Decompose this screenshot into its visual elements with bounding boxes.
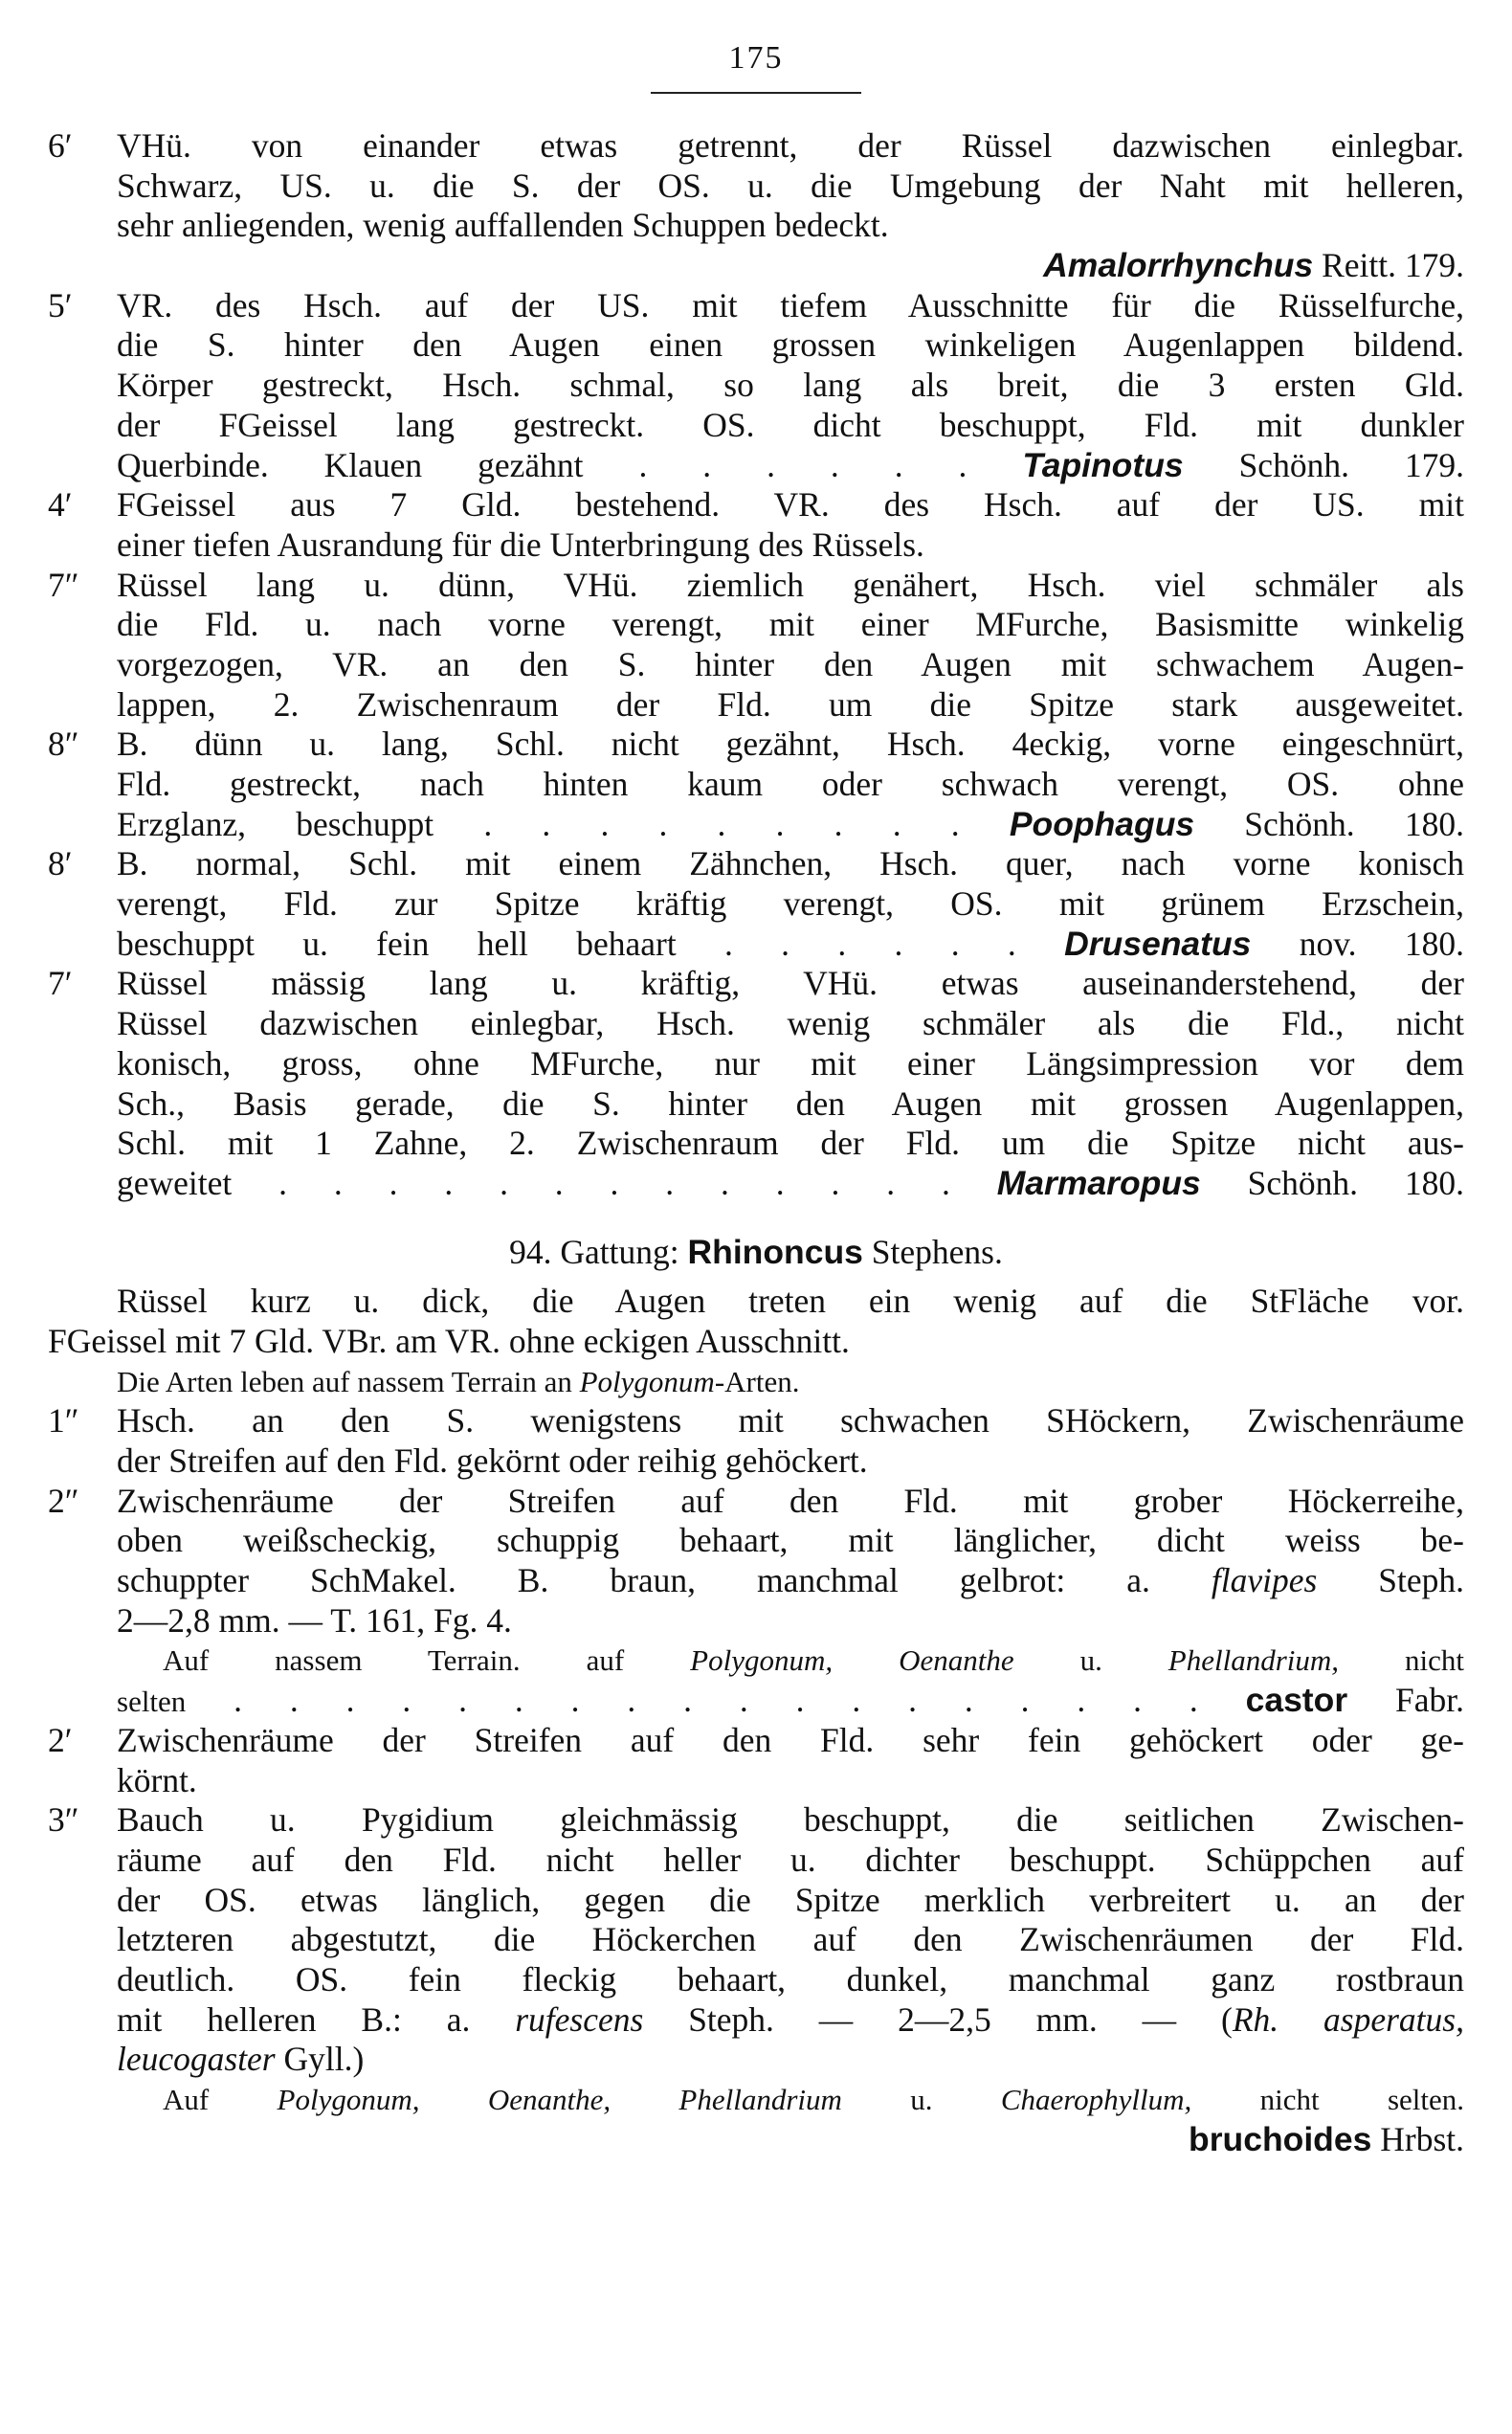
plant-name: Polygonum, Oenanthe — [690, 1643, 1014, 1678]
key-text: Querbinde. Klauen gezähnt — [117, 445, 584, 484]
genus-author: nov. 180. — [1251, 924, 1464, 963]
key-line: der Streifen auf den Fld. gekörnt oder reihig gehöckert. — [117, 1441, 868, 1480]
key-text: B. dünn u. lang, Schl. nicht gezähnt, Hsch. 4eckig, vorne eingeschnürt, — [117, 725, 1464, 764]
key-number: 8″ — [48, 725, 79, 764]
section-prefix: 94. Gattung: — [509, 1232, 688, 1271]
genus-result-line — [48, 246, 1464, 286]
key-line — [48, 286, 1464, 326]
species-result-line: selten . . . . . . . . . . . . . . . . . . castor Fabr. — [117, 1681, 1464, 1720]
genus-name: Poophagus — [1009, 804, 1195, 843]
species-author: Fabr. — [1347, 1681, 1464, 1720]
key-line: Schl. mit 1 Zahne, 2. Zwischenraum der Fld. um die Spitze nicht aus- — [117, 1124, 1464, 1163]
section-author: Stephens. — [862, 1232, 1003, 1271]
key-line — [48, 1482, 1464, 1522]
key-line: oben weißscheckig, schuppig behaart, mit länglicher, dicht weiss be- — [117, 1521, 1464, 1560]
key-line — [48, 566, 1464, 606]
key-line: schuppter SchMakel. B. braun, manchmal gelbrot: a. flavipes Steph. — [117, 1561, 1464, 1600]
section-spacer — [48, 1272, 1464, 1282]
species-name: castor — [1245, 1681, 1348, 1720]
key-line: leucogaster Gyll.) — [117, 2040, 365, 2079]
variety-name: rufescens — [515, 1999, 644, 2039]
key-text: Zwischenräume der Streifen auf den Fld. sehr fein gehöckert oder ge- — [117, 1720, 1464, 1759]
page-body — [48, 126, 1464, 2159]
species-author: Hrbst. — [1371, 2119, 1464, 2158]
plant-name: Phellandrium, — [1167, 1643, 1340, 1678]
key-line: Sch., Basis gerade, die S. hinter den Augen mit grossen Augenlappen, — [117, 1083, 1464, 1123]
key-line — [48, 725, 1464, 765]
key-line: räume auf den Fld. nicht heller u. dichter beschuppt. Schüppchen auf — [117, 1840, 1464, 1879]
key-number: 5′ — [48, 285, 73, 324]
genus-name: Tapinotus — [1022, 445, 1184, 484]
key-line: vorgezogen, VR. an den S. hinter den Augen mit schwachem Augen- — [117, 644, 1464, 683]
habitat-note: Auf Polygonum, Oenanthe, Phellandrium u. Chaerophyllum, nicht selten. — [163, 2083, 1464, 2116]
key-text: FGeissel aus 7 Gld. bestehend. VR. des Hsch. auf der US. mit — [117, 485, 1464, 525]
key-number: 4′ — [48, 485, 73, 525]
key-text: Hsch. an den S. wenigstens mit schwachen SHöckern, Zwischenräume — [117, 1401, 1464, 1440]
key-text: Erzglanz, beschuppt — [117, 804, 434, 843]
key-line: Rüssel dazwischen einlegbar, Hsch. wenig schmäler als die Fld., nicht — [117, 1004, 1464, 1043]
leader-dots: . . . . . . . . . . . . . — [232, 1163, 997, 1202]
species-name: bruchoides — [1189, 2119, 1372, 2158]
key-line — [48, 485, 1464, 525]
key-number: 3″ — [48, 1800, 79, 1840]
genus-result-line — [48, 446, 1464, 486]
leader-dots: . . . . . . . . . — [434, 804, 1010, 843]
key-number: 2′ — [48, 1720, 73, 1759]
genus-author: Schönh. 179. — [1183, 445, 1464, 484]
key-line: einer tiefen Ausrandung für die Unterbringung des Rüssels. — [117, 525, 924, 564]
genus-author: Schönh. 180. — [1194, 804, 1464, 843]
key-text: geweitet — [117, 1163, 233, 1202]
genus-author: Schönh. 180. — [1200, 1163, 1464, 1202]
genus-name: Amalorrhynchus — [1043, 246, 1314, 285]
leader-dots: . . . . . . . . . . . . . . . . . . — [186, 1681, 1246, 1720]
key-line: die S. hinter den Augen einen grossen winkeligen Augenlappen bildend. — [117, 325, 1464, 365]
plant-name: Polygonum — [579, 1364, 715, 1398]
key-line — [48, 844, 1464, 884]
key-line: Körper gestreckt, Hsch. schmal, so lang als breit, die 3 ersten Gld. — [117, 366, 1464, 405]
key-text: Bauch u. Pygidium gleichmässig beschuppt, die seitlichen Zwischen- — [117, 1800, 1464, 1840]
key-line: sehr anliegenden, wenig auffallenden Schuppen bedeckt. — [117, 206, 889, 245]
header-rule — [651, 92, 861, 94]
key-number: 6′ — [48, 126, 73, 165]
variety-name: flavipes — [1211, 1561, 1318, 1600]
section-heading — [48, 1233, 1464, 1273]
key-text: VHü. von einander etwas getrennt, der Rüssel dazwischen einlegbar. — [117, 126, 1464, 165]
page-number: 175 — [728, 40, 784, 76]
synonym-name: leucogaster — [117, 2040, 276, 2079]
habitat-note: Die Arten leben auf nassem Terrain an Polygonum-Arten. — [117, 1364, 800, 1398]
key-line — [48, 1800, 1464, 1841]
key-line: körnt. — [117, 1760, 197, 1799]
key-number: 7″ — [48, 565, 79, 604]
key-line — [48, 1401, 1464, 1441]
key-line: lappen, 2. Zwischenraum der Fld. um die Spitze stark ausgeweitet. — [117, 684, 1464, 724]
key-line: Fld. gestreckt, nach hinten kaum oder schwach verengt, OS. ohne — [117, 765, 1464, 803]
section-spacer — [48, 1204, 1464, 1233]
key-number: 1″ — [48, 1401, 79, 1440]
description-line: Rüssel kurz u. dick, die Augen treten ein wenig auf die StFläche vor. — [117, 1282, 1464, 1321]
genus-author: Reitt. 179. — [1313, 246, 1464, 285]
genus-result-line — [48, 805, 1464, 845]
key-text: beschuppt u. fein hell behaart — [117, 924, 677, 963]
key-line — [48, 1721, 1464, 1761]
key-line — [48, 964, 1464, 1004]
key-number: 7′ — [48, 964, 73, 1003]
key-text: Rüssel mässig lang u. kräftig, VHü. etwas auseinanderstehend, der — [117, 964, 1464, 1003]
key-line: deutlich. OS. fein fleckig behaart, dunkel, manchmal ganz rostbraun — [117, 1959, 1464, 1999]
key-text: VR. des Hsch. auf der US. mit tiefem Ausschnitte für die Rüsselfurche, — [117, 285, 1464, 324]
key-line: der OS. etwas länglich, gegen die Spitze merklich verbreitert u. an der — [117, 1880, 1464, 1919]
key-text: Rüssel lang u. dünn, VHü. ziemlich genähert, Hsch. viel schmäler als — [117, 565, 1464, 604]
leader-dots: . . . . . . — [676, 924, 1065, 963]
key-text: Zwischenräume der Streifen auf den Fld. mit grober Höckerreihe, — [117, 1481, 1464, 1520]
key-line — [48, 126, 1464, 167]
key-line: 2—2,8 mm. — T. 161, Fg. 4. — [117, 1600, 512, 1640]
key-line: letzteren abgestutzt, die Höckerchen auf den Zwischenräumen der Fld. — [117, 1920, 1464, 1959]
plant-name: Chaerophyllum, — [1000, 2083, 1192, 2116]
synonym-name: Rh. asperatus, — [1232, 1999, 1464, 2039]
key-line: verengt, Fld. zur Spitze kräftig verengt, OS. mit grünem Erzschein, — [117, 884, 1464, 924]
key-line: die Fld. u. nach vorne verengt, mit einer MFurche, Basismitte winkelig — [117, 605, 1464, 644]
key-text: B. normal, Schl. mit einem Zähnchen, Hsch. quer, nach vorne konisch — [117, 844, 1464, 883]
key-line: mit helleren B.: a. rufescens Steph. — 2—2,5 mm. — (Rh. asperatus, — [117, 1999, 1464, 2039]
plant-name: Polygonum, Oenanthe, Phellandrium — [277, 2083, 842, 2116]
habitat-note: Auf nassem Terrain. auf Polygonum, Oenanthe u. Phellandrium, nicht — [163, 1643, 1464, 1678]
key-line: konisch, gross, ohne MFurche, nur mit einer Längsimpression vor dem — [117, 1043, 1464, 1083]
key-line: der FGeissel lang gestreckt. OS. dicht beschuppt, Fld. mit dunkler — [117, 405, 1464, 444]
section-genus: Rhinoncus — [687, 1232, 863, 1271]
genus-name: Marmaropus — [996, 1163, 1201, 1202]
genus-name: Drusenatus — [1064, 924, 1252, 963]
description-line: FGeissel mit 7 Gld. VBr. am VR. ohne eckigen Ausschnitt. — [48, 1321, 850, 1360]
key-number: 8′ — [48, 844, 73, 883]
genus-result-line — [48, 925, 1464, 965]
genus-result-line — [48, 1164, 1464, 1204]
leader-dots: . . . . . . — [583, 445, 1023, 484]
key-number: 2″ — [48, 1481, 79, 1520]
species-result-line — [48, 2120, 1464, 2160]
key-line: Schwarz, US. u. die S. der OS. u. die Umgebung der Naht mit helleren, — [117, 166, 1464, 205]
